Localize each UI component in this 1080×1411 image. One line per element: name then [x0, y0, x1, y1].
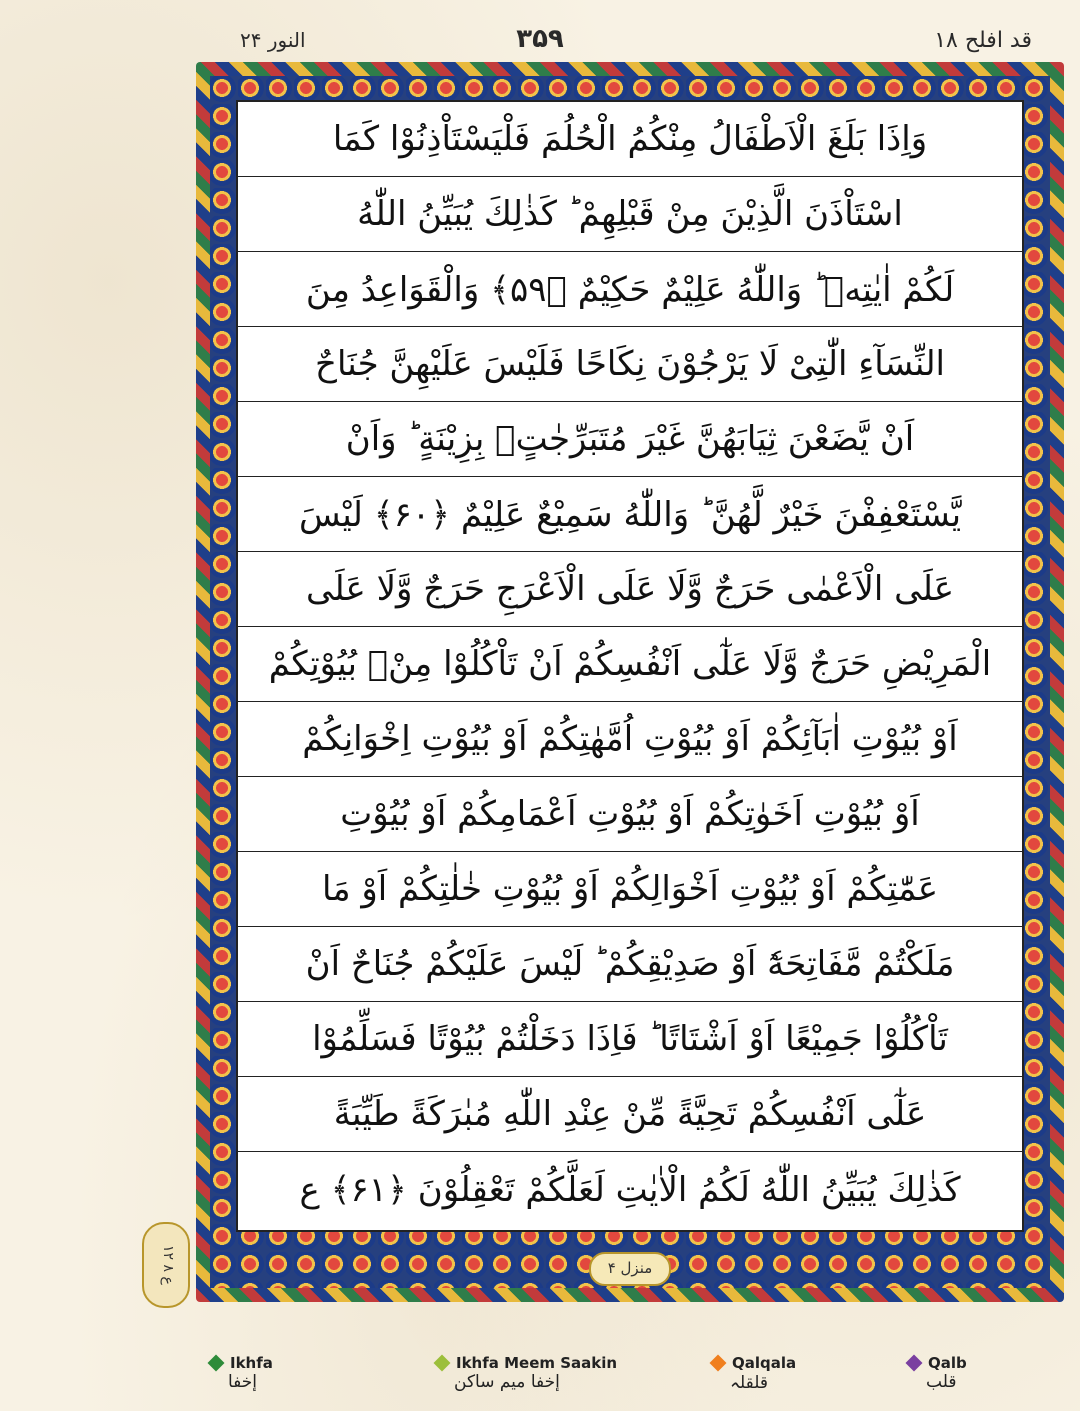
- legend-item-ikhfa: [210, 1354, 273, 1392]
- diamond-icon: [906, 1355, 923, 1372]
- legend-label-urdu: إخفا: [228, 1372, 258, 1392]
- legend-label: Qalqala: [732, 1354, 797, 1372]
- legend-item-ikhfa-meem-saakin: [436, 1354, 617, 1392]
- text-line-9: اَوْ بُيُوْتِ اٰبَآئِكُمْ اَوْ بُيُوْتِ اُمَّهٰتِكُمْ اَوْ بُيُوْتِ اِخْوَانِكُمْ: [238, 702, 1022, 777]
- legend-label: Ikhfa Meem Saakin: [456, 1354, 618, 1372]
- text-line-12: مَلَكْتُمْ مَّفَاتِحَهٗٓ اَوْ صَدِيْقِكُمْ ؕ لَيْسَ عَلَيْكُمْ جُنَاحٌ اَنْ: [238, 927, 1022, 1002]
- legend-label-urdu: قلب: [926, 1372, 957, 1392]
- legend-item-qalb: [908, 1354, 967, 1392]
- diamond-icon: [710, 1355, 727, 1372]
- text-line-7: عَلَى الْاَعْمٰى حَرَجٌ وَّلَا عَلَى الْاَعْرَجِ حَرَجٌ وَّلَا عَلَى: [238, 552, 1022, 627]
- page-number: ۳۵۹: [516, 24, 564, 54]
- text-line-11: عَمّٰتِكُمْ اَوْ بُيُوْتِ اَخْوَالِكُمْ اَوْ بُيُوْتِ خٰلٰتِكُمْ اَوْ مَا: [238, 852, 1022, 927]
- legend-label: Ikhfa: [230, 1354, 273, 1372]
- surah-name: النور ۲۴: [240, 28, 306, 52]
- text-line-5: اَنْ يَّضَعْنَ ثِيَابَهُنَّ غَيْرَ مُتَبَرِّجٰتٍۭ بِزِيْنَةٍ ؕ وَاَنْ: [238, 402, 1022, 477]
- text-line-14: عَلٰٓى اَنْفُسِكُمْ تَحِيَّةً مِّنْ عِنْدِ اللّٰهِ مُبٰرَكَةً طَيِّبَةً: [238, 1077, 1022, 1152]
- ruku-marker: ع ۸ ۱۲: [142, 1222, 190, 1308]
- diamond-icon: [208, 1355, 225, 1372]
- diamond-icon: [434, 1355, 451, 1372]
- text-line-6: يَّسْتَعْفِفْنَ خَيْرٌ لَّهُنَّ ؕ وَاللّٰهُ سَمِيْعٌ عَلِيْمٌ ﴿۶۰﴾ لَيْسَ: [238, 477, 1022, 552]
- text-line-2: اسْتَاْذَنَ الَّذِيْنَ مِنْ قَبْلِهِمْ ؕ كَذٰلِكَ يُبَيِّنُ اللّٰهُ: [238, 177, 1022, 252]
- quran-text-panel: [236, 100, 1024, 1232]
- text-line-10: اَوْ بُيُوْتِ اَخَوٰتِكُمْ اَوْ بُيُوْتِ اَعْمَامِكُمْ اَوْ بُيُوْتِ: [238, 777, 1022, 852]
- text-line-4: النِّسَآءِ الّٰتِىْ لَا يَرْجُوْنَ نِكَاحًا فَلَيْسَ عَلَيْهِنَّ جُنَاحٌ: [238, 327, 1022, 402]
- legend-label-urdu: قلقلہ: [730, 1373, 768, 1393]
- legend-item-qalqala: [712, 1354, 796, 1393]
- text-line-13: تَاْكُلُوْا جَمِيْعًا اَوْ اَشْتَاتًا ؕ فَاِذَا دَخَلْتُمْ بُيُوْتًا فَسَلِّمُوْا: [238, 1002, 1022, 1077]
- manzil-marker: منزل ۴: [589, 1252, 671, 1286]
- text-line-1: وَاِذَا بَلَغَ الْاَطْفَالُ مِنْكُمُ الْحُلُمَ فَلْيَسْتَاْذِنُوْا كَمَا: [238, 102, 1022, 177]
- text-line-3: لَكُمْ اٰيٰتِهٖ ؕ وَاللّٰهُ عَلِيْمٌ حَكِيْمٌ ﴿۵۹﴾ وَالْقَوَاعِدُ مِنَ: [238, 252, 1022, 327]
- text-line-8: الْمَرِيْضِ حَرَجٌ وَّلَا عَلٰٓى اَنْفُسِكُمْ اَنْ تَاْكُلُوْا مِنْۢ بُيُوْتِكُمْ: [238, 627, 1022, 702]
- legend-label-urdu: إخفا میم ساکن: [454, 1372, 560, 1392]
- tajweed-legend: [0, 1354, 1080, 1411]
- ornamental-frame: [196, 62, 1064, 1302]
- juz-name: قد افلح ۱۸: [934, 28, 1032, 53]
- legend-label: Qalb: [928, 1354, 967, 1372]
- text-line-15: كَذٰلِكَ يُبَيِّنُ اللّٰهُ لَكُمُ الْاٰيٰتِ لَعَلَّكُمْ تَعْقِلُوْنَ ﴿۶۱﴾ ع: [299, 1170, 961, 1210]
